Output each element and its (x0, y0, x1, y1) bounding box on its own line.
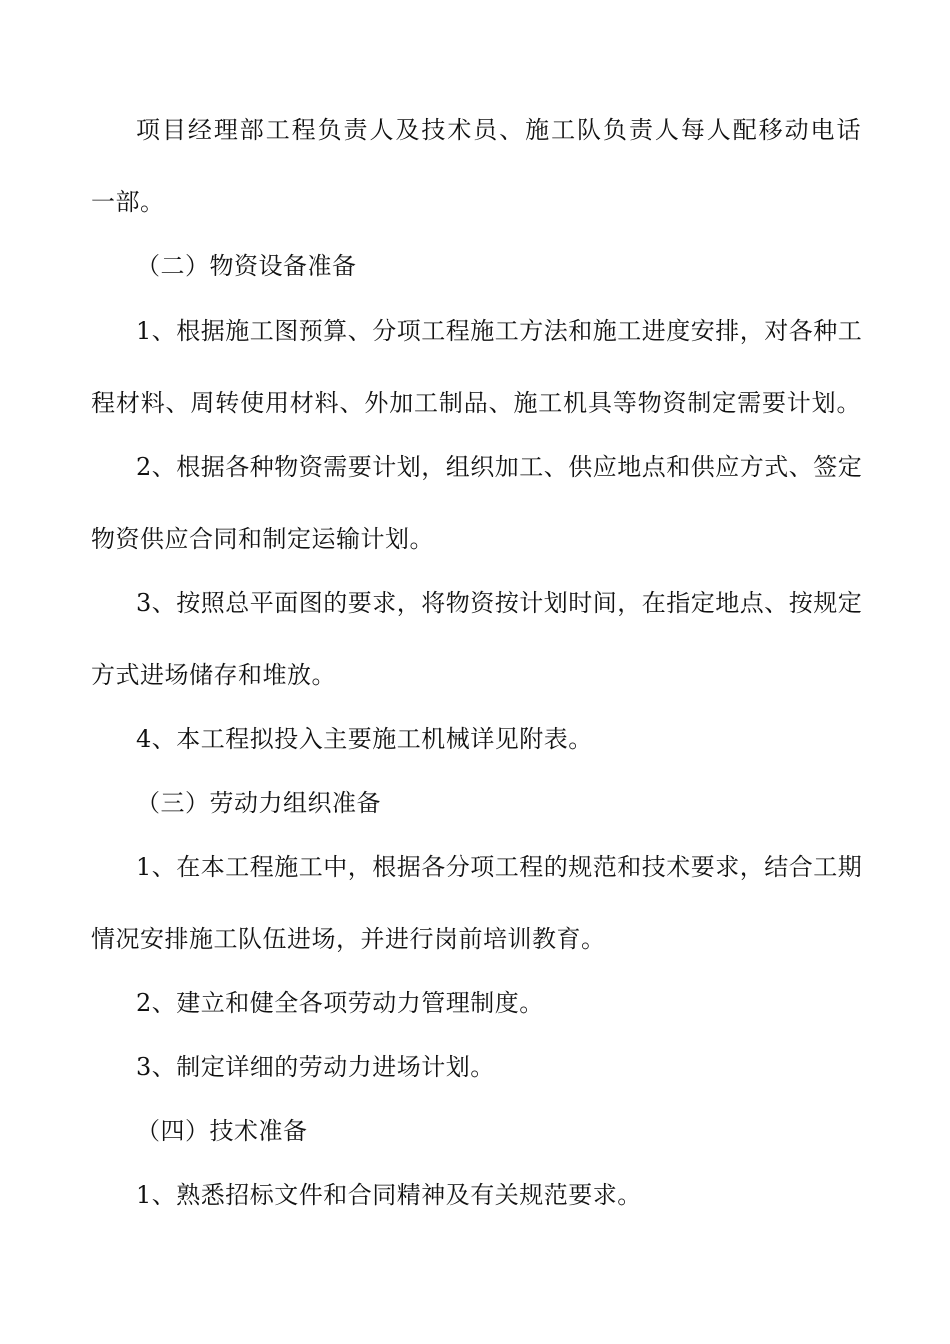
paragraph-line: 程材料、周转使用材料、外加工制品、施工机具等物资制定需要计划。 (91, 389, 861, 417)
paragraph-line: 一部。 (91, 188, 165, 216)
section-heading: （二）物资设备准备 (136, 252, 357, 280)
paragraph-line: 2、根据各种物资需要计划，组织加工、供应地点和供应方式、签定 (136, 453, 863, 481)
paragraph-line: 3、制定详细的劳动力进场计划。 (136, 1053, 495, 1081)
section-heading: （三）劳动力组织准备 (136, 789, 381, 817)
paragraph-line: 物资供应合同和制定运输计划。 (91, 525, 434, 553)
paragraph-line: 2、建立和健全各项劳动力管理制度。 (136, 989, 544, 1017)
paragraph-line: 1、根据施工图预算、分项工程施工方法和施工进度安排，对各种工 (136, 317, 863, 345)
section-heading: （四）技术准备 (136, 1117, 308, 1145)
paragraph-line: 情况安排施工队伍进场，并进行岗前培训教育。 (91, 925, 606, 953)
paragraph-line: 方式进场储存和堆放。 (91, 661, 336, 689)
paragraph-line: 1、在本工程施工中，根据各分项工程的规范和技术要求，结合工期 (136, 853, 863, 881)
paragraph-line: 4、本工程拟投入主要施工机械详见附表。 (136, 725, 593, 753)
paragraph-line: 3、按照总平面图的要求，将物资按计划时间，在指定地点、按规定 (136, 589, 863, 617)
paragraph-line: 1、熟悉招标文件和合同精神及有关规范要求。 (136, 1181, 642, 1209)
paragraph-line: 项目经理部工程负责人及技术员、施工队负责人每人配移动电话 (136, 116, 861, 144)
